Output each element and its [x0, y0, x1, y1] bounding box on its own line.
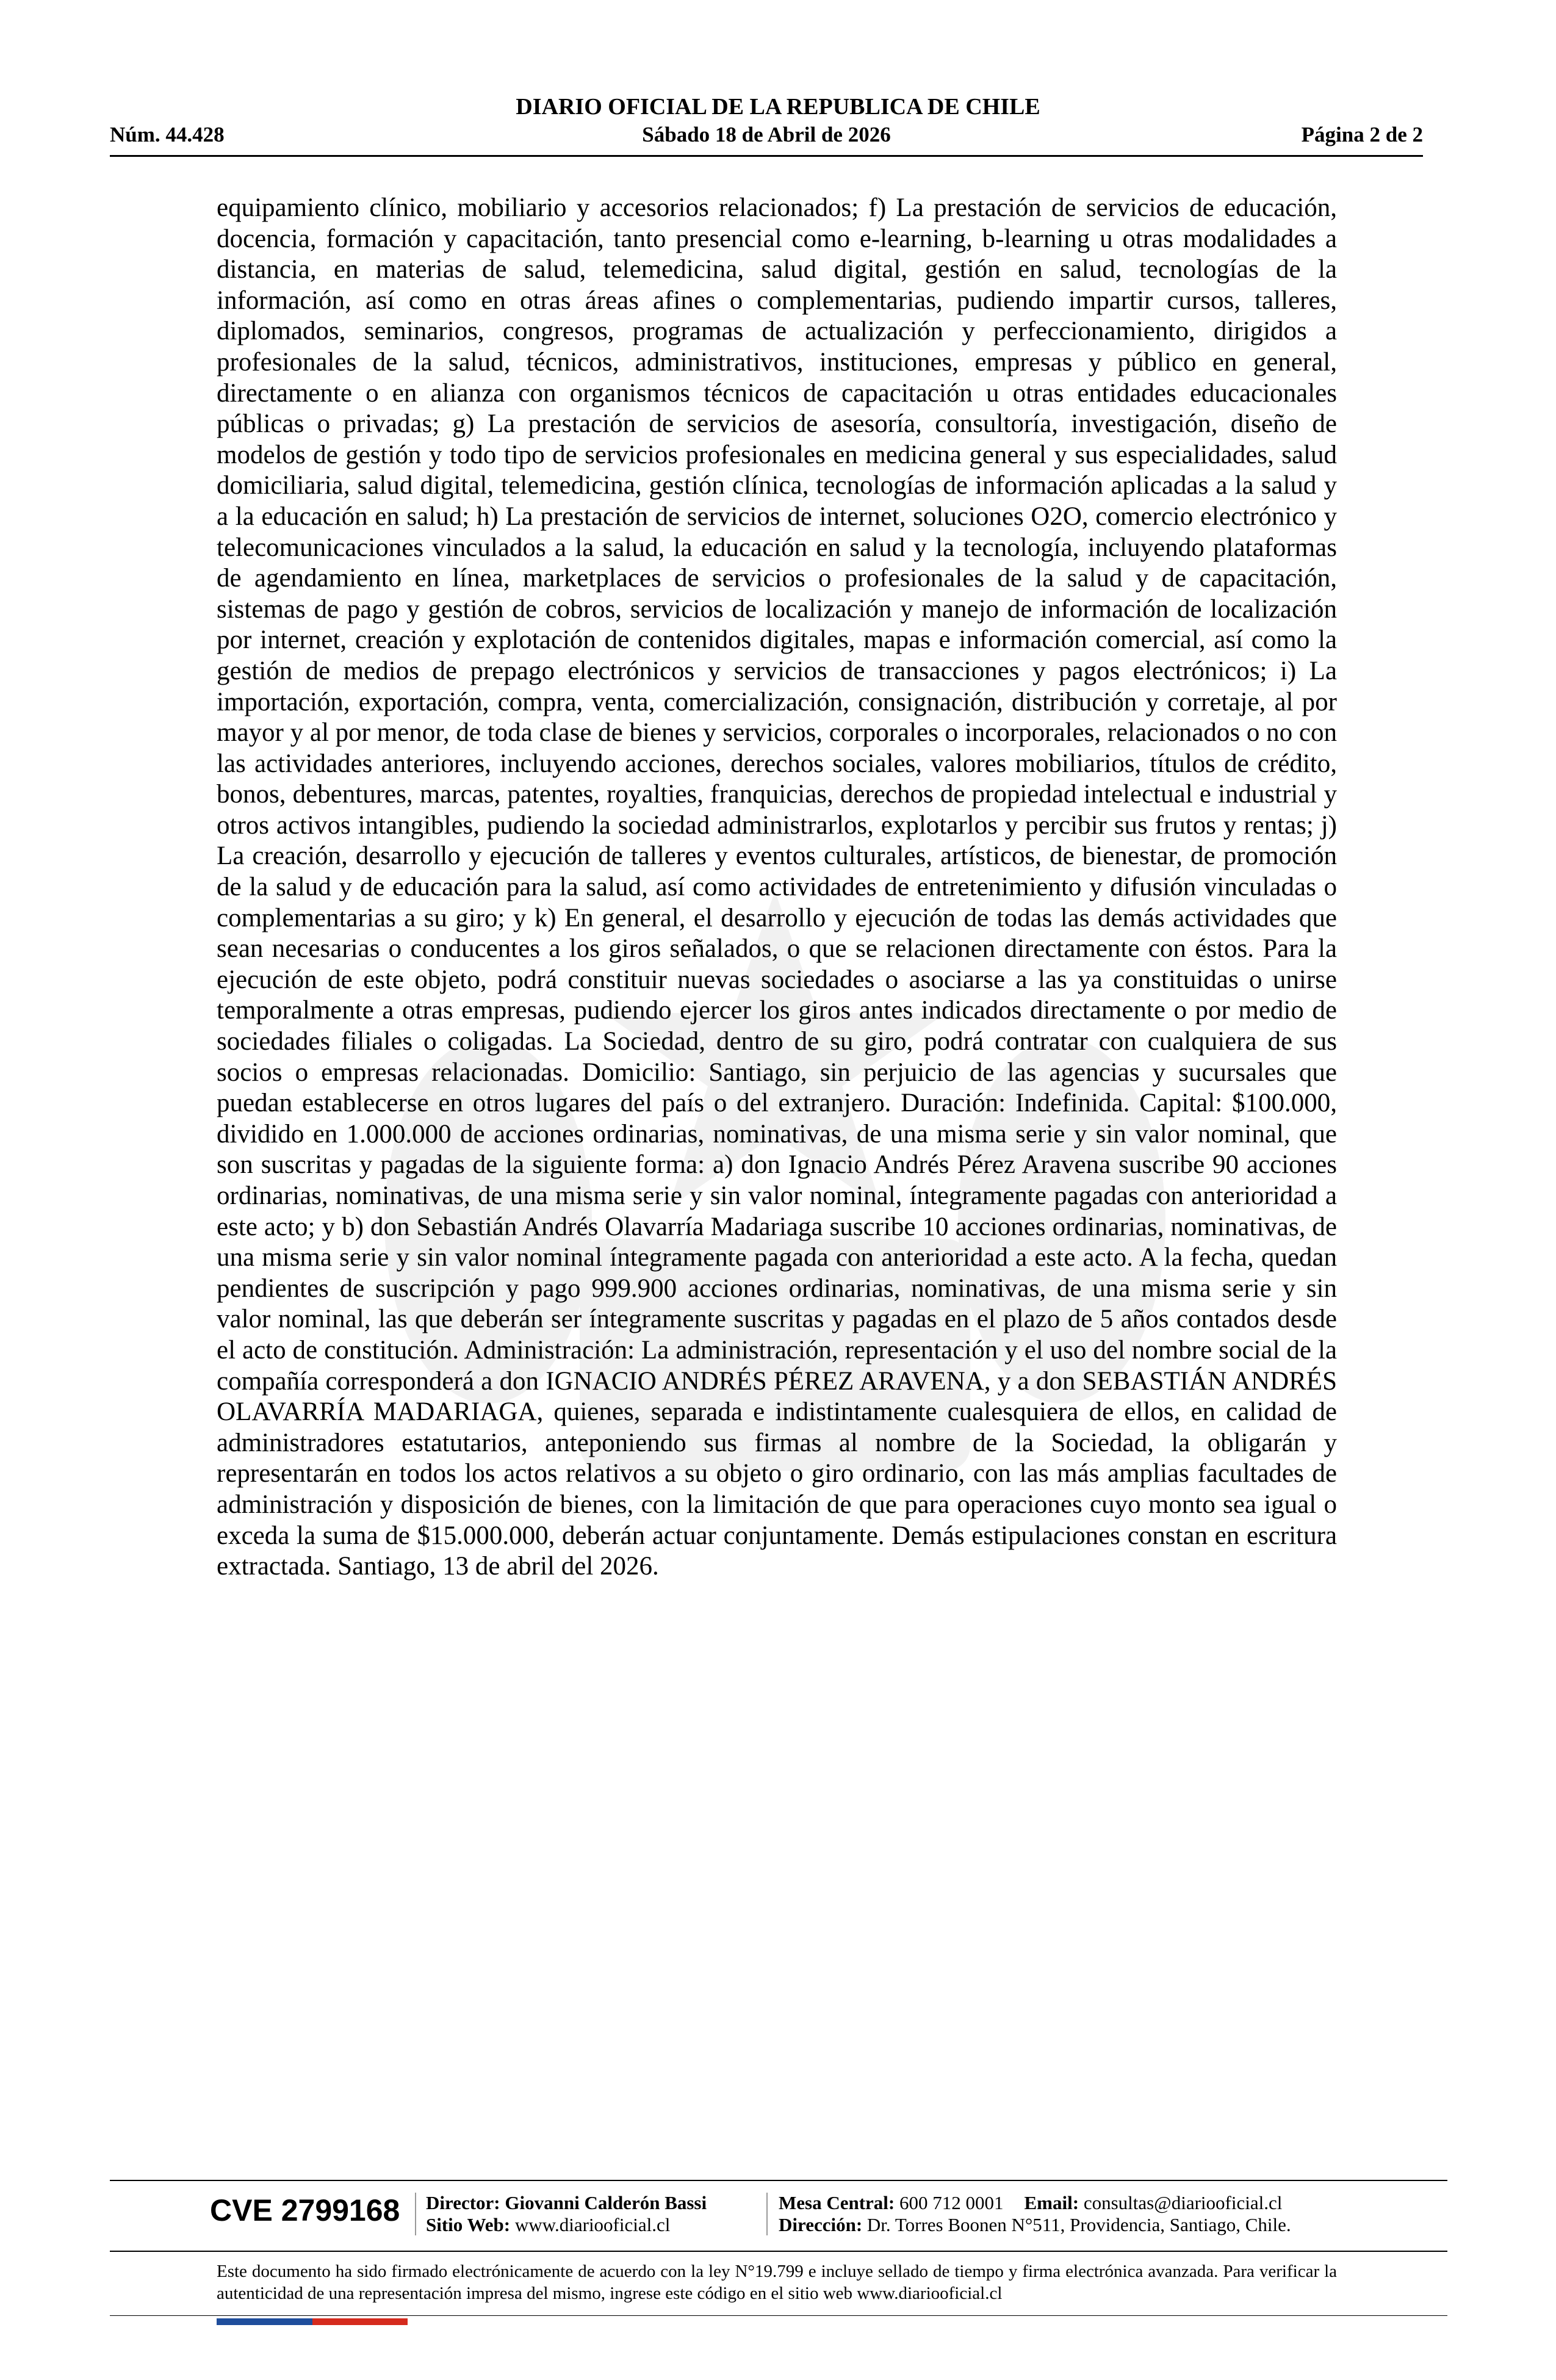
- address-label: Dirección:: [779, 2214, 863, 2235]
- email-link[interactable]: consultas@diariooficial.cl: [1083, 2192, 1283, 2213]
- footer-contact-block: [779, 2192, 1291, 2236]
- footer-divider-top: [110, 2180, 1447, 2181]
- site-link[interactable]: www.diariooficial.cl: [514, 2214, 671, 2235]
- page-indicator: Página 2 de 2: [1301, 123, 1423, 146]
- issue-date: Sábado 18 de Abril de 2026: [642, 123, 891, 146]
- footer-divider-mid: [110, 2251, 1447, 2252]
- cve-code: CVE 2799168: [210, 2193, 400, 2227]
- header-divider: [110, 155, 1423, 157]
- site-label: Sitio Web:: [426, 2214, 511, 2235]
- footer-director-block: [426, 2192, 707, 2236]
- footer-separator: [766, 2193, 768, 2235]
- address-text: Dr. Torres Boonen N°511, Providencia, Santiago, Chile.: [866, 2214, 1291, 2235]
- email-label: Email:: [1024, 2192, 1079, 2213]
- chile-flag-stripe: [217, 2318, 408, 2325]
- issue-number: Núm. 44.428: [110, 123, 225, 146]
- footer-separator: [415, 2193, 416, 2235]
- director-name: Giovanni Calderón Bassi: [505, 2192, 707, 2213]
- mesa-phone: 600 712 0001: [899, 2192, 1004, 2213]
- extract-body-text: equipamiento clínico, mobiliario y accesorios relacionados; f) La prestación de servicios de educación, docencia, formación y capacitación, tanto presencial como e-learning, b-learning u otras modalidades a distancia, en materias de salud, telemedicina, salud digital, gestión en salud, tecnologías de la información, así como en otras áreas afines o complementarias, pudiendo impartir cursos, talleres, diplomados, seminarios, congresos, programas de actualización y perfeccionamiento, dirigidos a profesionales de la salud, técnicos, administrativos, instituciones, empresas y público en general, directamente o en alianza con organismos técnicos de capacitación u otras entidades educacionales públicas o privadas; g) La prestación de servicios de asesoría, consultoría, investigación, diseño de modelos de gestión y todo tipo de servicios profesionales en medicina general y sus especialidades, salud domiciliaria, salud digital, telemedicina, gestión clínica, tecnologías de información aplicadas a la salud y a la educación en salud; h) La prestación de servicios de internet, soluciones O2O, comercio electrónico y telecomunicaciones vinculados a la salud, la educación en salud y la tecnología, incluyendo plataformas de agendamiento en línea, marketplaces de servicios o profesionales de la salud y de capacitación, sistemas de pago y gestión de cobros, servicios de localización y manejo de información de localización por internet, creación y explotación de contenidos digitales, mapas e información comercial, así como la gestión de medios de prepago electrónicos y servicios de transacciones y pagos electrónicos; i) La importación, exportación, compra, venta, comercialización, consignación, distribución y corretaje, al por mayor y al por menor, de toda clase de bienes y servicios, corporales o incorporales, relacionados o no con las actividades anteriores, incluyendo acciones, derechos sociales, valores mobiliarios, títulos de crédito, bonos, debentures, marcas, patentes, royalties, franquicias, derechos de propiedad intelectual e industrial y otros activos intangibles, pudiendo la sociedad administrarlos, explotarlos y percibir sus frutos y rentas; j) La creación, desarrollo y ejecución de talleres y eventos culturales, artísticos, de bienestar, de promoción de la salud y de educación para la salud, así como actividades de entretenimiento y difusión vinculadas o complementarias a su giro; y k) En general, el desarrollo y ejecución de todas las demás actividades que sean necesarias o conducentes a los giros señalados, o que se relacionen directamente con éstos. Para la ejecución de este objeto, podrá constituir nuevas sociedades o asociarse a las ya constituidas o unirse temporalmente a otras empresas, pudiendo ejercer los giros antes indicados directamente o por medio de sociedades filiales o coligadas. La Sociedad, dentro de su giro, podrá contratar con cualquiera de sus socios o empresas relacionadas. Domicilio: Santiago, sin perjuicio de las agencias y sucursales que puedan establecerse en otros lugares del país o del extranjero. Duración: Indefinida. Capital: $100.000, dividido en 1.000.000 de acciones ordinarias, nominativas, de una misma serie y sin valor nominal, que son suscritas y pagadas de la siguiente forma: a) don Ignacio Andrés Pérez Aravena suscribe 90 acciones ordinarias, nominativas, de una misma serie y sin valor nominal, íntegramente pagadas con anterioridad a este acto; y b) don Sebastián Andrés Olavarría Madariaga suscribe 10 acciones ordinarias, nominativas, de una misma serie y sin valor nominal íntegramente pagada con anterioridad a este acto. A la fecha, quedan pendientes de suscripción y pago 999.900 acciones ordinarias, nominativas, de una misma serie y sin valor nominal, las que deberán ser íntegramente suscritas y pagadas en el plazo de 5 años contados desde el acto de constitución. Administración: La administración, representación y el uso del nombre social de la compañía corresponderá a don IGNACIO ANDRÉS PÉREZ ARAVENA, y a don SEBASTIÁN ANDRÉS OLAVARRÍA MADARIAGA, quienes, separada e indistintamente cualesquiera de ellos, en calidad de administradores estatutarios, anteponiendo sus firmas al nombre de la Sociedad, la obligarán y representarán en todos los actos relativos a su objeto o giro ordinario, con las más amplias facultades de administración y disposición de bienes, con la limitación de que para operaciones cuyo monto sea igual o exceda la suma de $15.000.000, deberán actuar conjuntamente. Demás estipulaciones constan en escritura extractada. Santiago, 13 de abril del 2026.: [217, 193, 1337, 1581]
- flag-blue-segment: [217, 2318, 312, 2325]
- mesa-label: Mesa Central:: [779, 2192, 895, 2213]
- newspaper-title: DIARIO OFICIAL DE LA REPUBLICA DE CHILE: [516, 94, 1040, 120]
- legal-notice: Este documento ha sido firmado electrónicamente de acuerdo con la ley N°19.799 e incluye sellado de tiempo y firma electrónica avanzada. Para verificar la autenticidad de una representación impresa del mismo, ingrese este código en el sitio web www.diariooficial.cl: [217, 2262, 1337, 2303]
- flag-red-segment: [312, 2318, 408, 2325]
- director-label: Director:: [426, 2192, 500, 2213]
- footer-divider-bottom: [110, 2315, 1447, 2316]
